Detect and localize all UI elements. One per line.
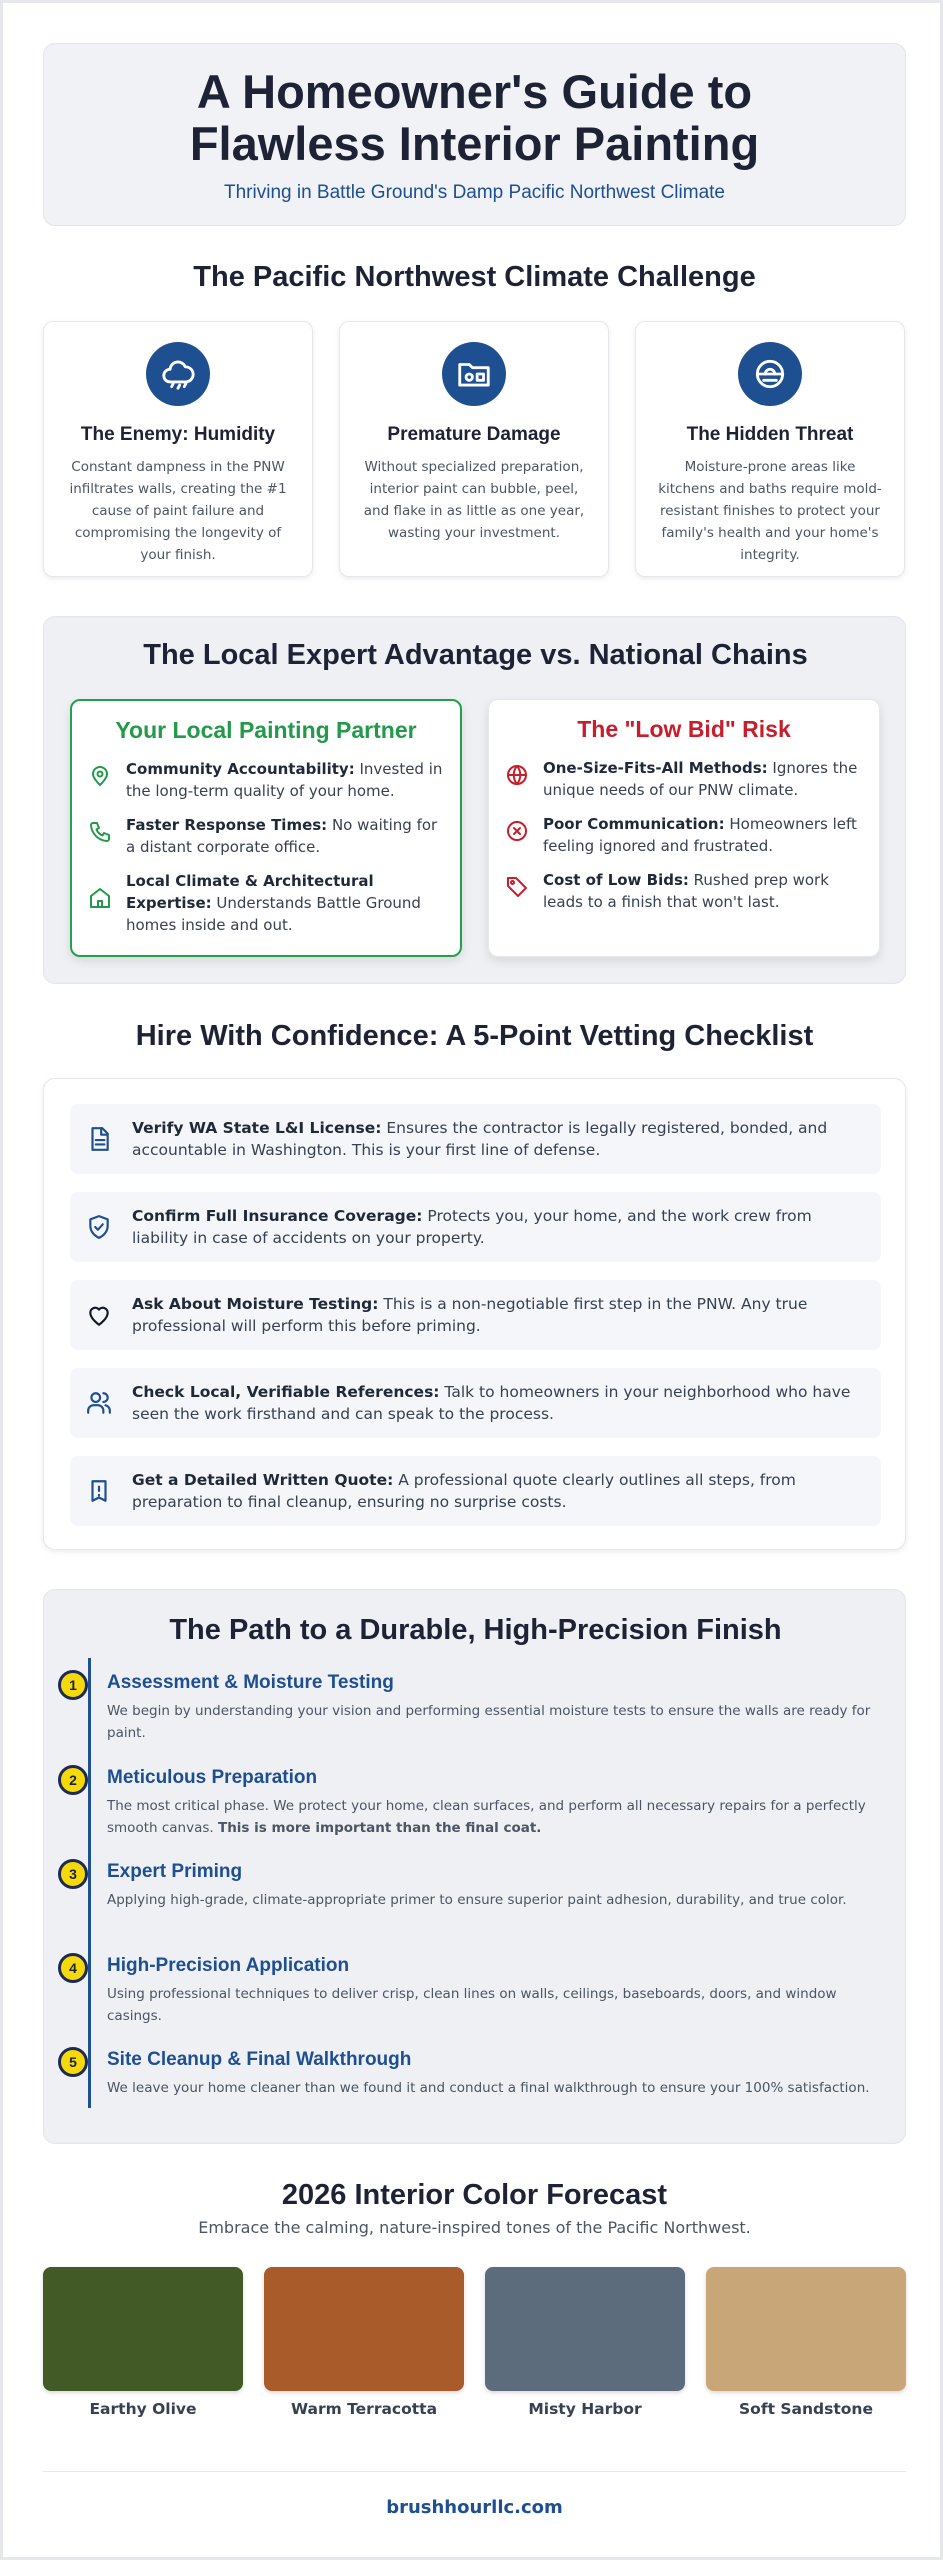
map-pin-icon <box>88 764 116 792</box>
item-text: A professional quote clearly outlines all steps, from preparation to final cleanup, ensuring no surprise costs. <box>132 1471 796 1511</box>
step-title: Meticulous Preparation <box>107 1767 318 1788</box>
phone-icon <box>88 820 116 848</box>
climate-card-hidden-threat <box>635 321 905 577</box>
low-bid-risk-title: The "Low Bid" Risk <box>577 716 791 742</box>
checklist-item <box>70 1456 881 1526</box>
process-section <box>43 1589 906 2144</box>
step-text <box>107 1700 877 1744</box>
color-swatch <box>264 2267 464 2391</box>
cloud-rain-icon <box>146 342 210 406</box>
local-item <box>88 758 446 802</box>
risk-item <box>505 757 865 801</box>
item-label: Community Accountability: <box>126 760 355 778</box>
item-label: Ask About Moisture Testing: <box>132 1295 379 1313</box>
heart-icon <box>84 1302 114 1328</box>
tag-icon <box>505 875 533 903</box>
process-section-title: The Path to a Durable, High-Precision Finish <box>169 1614 782 1646</box>
local-partner-box <box>70 699 462 957</box>
item-label: Check Local, Verifiable References: <box>132 1383 440 1401</box>
checklist-card <box>43 1078 906 1550</box>
shield-check-icon <box>84 1214 114 1240</box>
quote-alert-icon <box>84 1478 114 1504</box>
damage-folder-icon <box>442 342 506 406</box>
item-text: Protects you, your home, and the work crew from liability in case of accidents on your property. <box>132 1207 812 1247</box>
risk-item <box>505 869 865 913</box>
step-title: Assessment & Moisture Testing <box>107 1672 394 1693</box>
local-item <box>88 870 446 936</box>
item-label: Faster Response Times: <box>126 816 328 834</box>
item-text: Ensures the contractor is legally registered, bonded, and accountable in Washington. This is your first line of defense. <box>132 1119 828 1159</box>
item-text: Talk to homeowners in your neighborhood who have seen the work firsthand and can speak to the process. <box>132 1383 851 1423</box>
step-title: High-Precision Application <box>107 1955 350 1976</box>
page-subtitle: Thriving in Battle Ground's Damp Pacific Northwest Climate <box>224 182 725 203</box>
step-text <box>107 2077 877 2099</box>
document-icon <box>84 1126 114 1152</box>
item-text: Understands Battle Ground homes inside and out. <box>126 894 421 934</box>
item-label: Local Climate & Architectural Expertise: <box>126 872 374 912</box>
color-forecast-subtitle: Embrace the calming, nature-inspired tones of the Pacific Northwest. <box>198 2218 751 2237</box>
card-text: Without specialized preparation, interior paint can bubble, peel, and flake in as little as one year, wasting your investment. <box>363 459 585 541</box>
climate-card-humidity <box>43 321 313 577</box>
color-swatch <box>43 2267 243 2391</box>
item-label: Confirm Full Insurance Coverage: <box>132 1207 423 1225</box>
step-text-body: We begin by understanding your vision and performing essential moisture tests to ensure the walls are ready for paint. <box>107 1703 871 1741</box>
item-label: Get a Detailed Written Quote: <box>132 1471 394 1489</box>
step-text-body: We leave your home cleaner than we found it and conduct a final walkthrough to ensure your 100% satisfaction. <box>107 2080 870 2096</box>
swatch-label: Soft Sandstone <box>739 2400 873 2418</box>
local-item <box>88 814 446 858</box>
step-number: 3 <box>58 1859 88 1889</box>
item-text: Ignores the unique needs of our PNW climate. <box>543 759 858 799</box>
step-number: 4 <box>58 1953 88 1983</box>
item-label: Poor Communication: <box>543 815 725 833</box>
climate-card-damage <box>339 321 609 577</box>
step-text <box>107 1889 877 1911</box>
card-title: The Enemy: Humidity <box>80 424 276 445</box>
card-text: Constant dampness in the PNW infiltrates walls, creating the #1 cause of paint failure and compromising the longevity of your finish. <box>69 459 287 563</box>
item-text: Homeowners left feeling ignored and frustrated. <box>543 815 857 855</box>
swatch-label: Earthy Olive <box>89 2400 197 2418</box>
home-icon <box>88 886 116 914</box>
local-partner-title: Your Local Painting Partner <box>115 717 417 743</box>
advantage-section <box>43 616 906 984</box>
advantage-section-title: The Local Expert Advantage vs. National Chains <box>143 639 808 671</box>
step-text-body: Using professional techniques to deliver crisp, clean lines on walls, ceilings, baseboards, doors, and window casings. <box>107 1986 837 2024</box>
card-text: Moisture-prone areas like kitchens and baths require mold-resistant finishes to protect your family's health and your home's integrity. <box>658 459 882 563</box>
step-title: Expert Priming <box>107 1861 243 1882</box>
globe-icon <box>505 763 533 791</box>
step-text-body: The most critical phase. We protect your home, clean surfaces, and perform all necessary repairs for a perfectly smooth canvas. <box>107 1798 866 1836</box>
step-text-emphasis: This is more important than the final coat. <box>217 1820 542 1836</box>
risk-item <box>505 813 865 857</box>
checklist-item <box>70 1104 881 1174</box>
step-number: 5 <box>58 2047 88 2077</box>
swatch-label: Misty Harbor <box>528 2400 642 2418</box>
step-title: Site Cleanup & Final Walkthrough <box>107 2049 412 2070</box>
checklist-item <box>70 1280 881 1350</box>
card-title: The Hidden Threat <box>686 424 854 445</box>
hidden-threat-icon <box>738 342 802 406</box>
step-text <box>107 1983 877 2027</box>
step-number: 1 <box>58 1670 88 1700</box>
step-text-body: Applying high-grade, climate-appropriate primer to ensure superior paint adhesion, durability, and true color. <box>107 1892 847 1908</box>
item-text: No waiting for a distant corporate office. <box>126 816 438 856</box>
item-label: One-Size-Fits-All Methods: <box>543 759 768 777</box>
step-text <box>107 1795 877 1839</box>
item-text: Rushed prep work leads to a finish that won't last. <box>543 871 829 911</box>
checklist-item <box>70 1192 881 1262</box>
x-circle-icon <box>505 819 533 847</box>
climate-section-title: The Pacific Northwest Climate Challenge <box>193 261 756 293</box>
swatch-label: Warm Terracotta <box>290 2400 438 2418</box>
item-label: Verify WA State L&I License: <box>132 1119 382 1137</box>
color-swatch <box>485 2267 685 2391</box>
card-title: Premature Damage <box>387 424 561 445</box>
header <box>43 43 906 226</box>
checklist-item <box>70 1368 881 1438</box>
color-swatch <box>706 2267 906 2391</box>
color-forecast-title: 2026 Interior Color Forecast <box>281 2179 668 2211</box>
page-title: A Homeowner's Guide to Flawless Interior Painting <box>189 65 760 170</box>
timeline-line <box>88 1658 91 2108</box>
footer-website-link[interactable]: brushhourllc.com <box>386 2497 563 2518</box>
item-text: Invested in the long-term quality of your home. <box>126 760 443 800</box>
footer-divider <box>43 2471 906 2472</box>
users-icon <box>84 1390 114 1416</box>
item-text: This is a non-negotiable first step in the PNW. Any true professional will perform this before priming. <box>132 1295 808 1335</box>
item-label: Cost of Low Bids: <box>543 871 689 889</box>
checklist-section-title: Hire With Confidence: A 5-Point Vetting Checklist <box>135 1020 814 1052</box>
step-number: 2 <box>58 1765 88 1795</box>
low-bid-risk-box <box>488 699 880 957</box>
